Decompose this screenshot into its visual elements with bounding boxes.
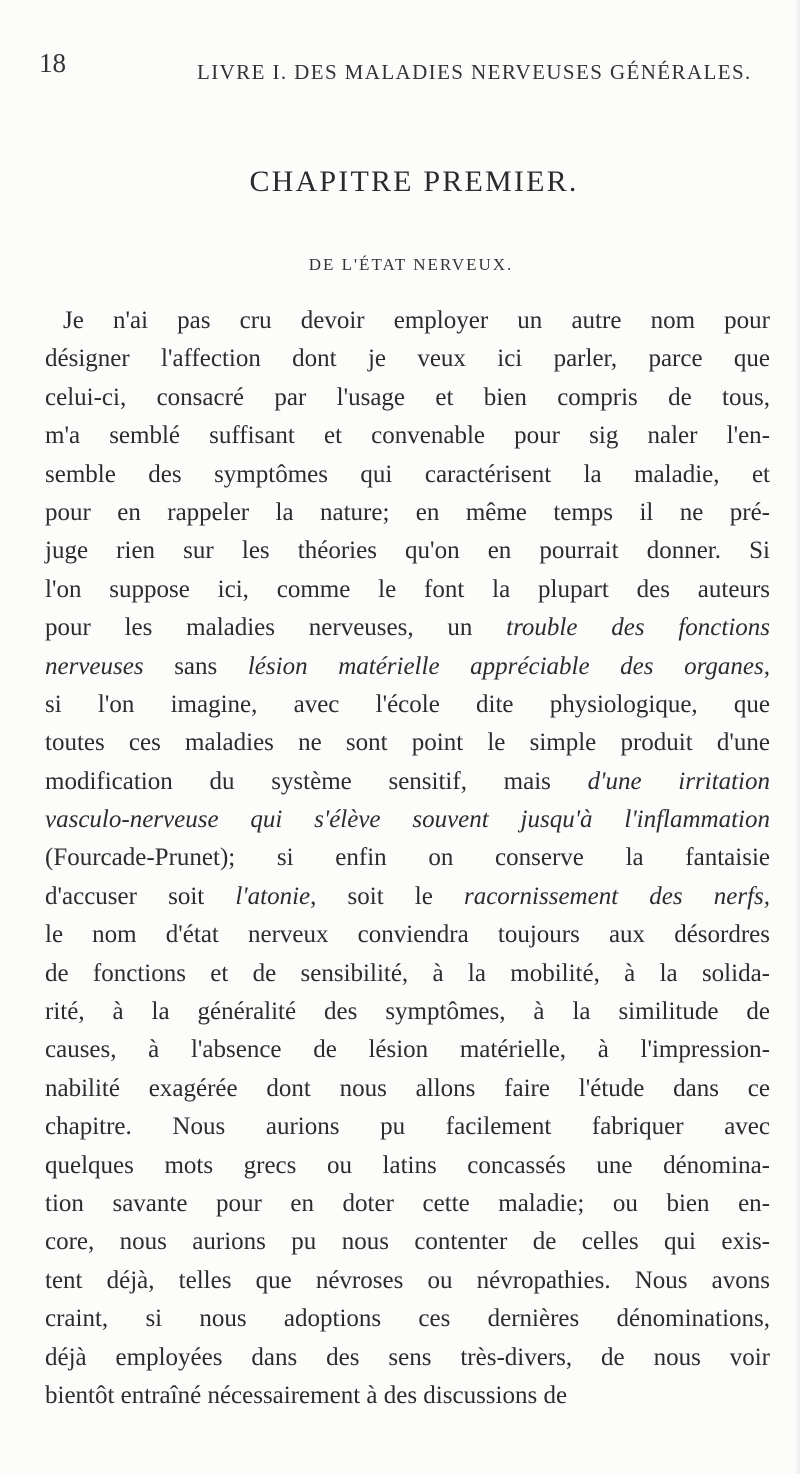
text-line (45, 878, 770, 916)
text-segment: d'accuser soit (45, 882, 236, 910)
text-segment: Je n'ai pas cru devoir employer un autre nom pour (63, 307, 770, 334)
text-segment: chapitre. Nous aurions pu facilement fabriquer avec (45, 1113, 770, 1141)
italic-text: d'une irritation (587, 767, 770, 795)
text-segment: rité, à la généralité des symptômes, à la similitude de (45, 998, 770, 1026)
page-number: 18 (39, 48, 66, 78)
text-segment: causes, à l'absence de lésion matérielle, à l'impression- (45, 1036, 770, 1064)
text-segment: désigner l'affection dont je veux ici parler, parce que (45, 345, 770, 373)
italic-text: vasculo-nerveuse qui s'élève souvent jusqu'à l'inflammation (45, 806, 770, 834)
text-segment: le nom d'état nerveux conviendra toujours aux désordres (45, 921, 770, 949)
page-edge-shadow (794, 0, 800, 1474)
text-line (45, 571, 770, 609)
text-segment: craint, si nous adoptions ces dernières dénominations, (45, 1305, 770, 1333)
text-segment: bientôt entraîné nécessairement à des discussions de (45, 1381, 568, 1409)
text-line (45, 1147, 770, 1185)
text-segment: pour en rappeler la nature; en même temps il ne pré- (45, 498, 770, 526)
text-line (45, 494, 770, 532)
text-line (45, 801, 770, 839)
text-line (45, 456, 770, 494)
text-line (45, 955, 770, 993)
text-segment: core, nous aurions pu nous contenter de celles qui exis- (45, 1228, 770, 1256)
text-line (45, 686, 770, 724)
chapter-subtitle: DE L'ÉTAT NERVEUX. (308, 255, 514, 274)
italic-text: nerveuses (45, 652, 144, 680)
text-line (45, 609, 770, 647)
text-line (45, 302, 770, 340)
text-segment: déjà employées dans des sens très-divers, de nous voir (45, 1343, 770, 1371)
text-segment: (Fourcade-Prunet); si enfin on conserve la fantaisie (45, 844, 770, 872)
text-line (45, 340, 770, 378)
text-line (45, 1223, 770, 1261)
text-segment: celui-ci, consacré par l'usage et bien compris de tous, (45, 383, 770, 411)
text-segment: m'a semblé suffisant et convenable pour sig naler l'en- (45, 422, 770, 450)
text-segment: , soit le (310, 882, 464, 910)
text-segment: nabilité exagérée dont nous allons faire l'étude dans ce (45, 1074, 770, 1102)
text-segment: pour les maladies nerveuses, un (45, 614, 507, 642)
text-line (45, 993, 770, 1031)
text-segment: modification du système sensitif, mais (45, 767, 588, 795)
text-line (45, 724, 770, 762)
text-segment: l'on suppose ici, comme le font la plupart des auteurs (45, 575, 770, 603)
chapter-title: CHAPITRE PREMIER. (249, 165, 579, 198)
text-line (45, 1108, 770, 1146)
text-line (45, 1031, 770, 1069)
text-line (45, 1070, 770, 1108)
text-line (45, 1339, 770, 1377)
text-segment: toutes ces maladies ne sont point le simple produit d'une (45, 729, 770, 757)
text-line (45, 648, 770, 686)
text-line (45, 1377, 770, 1415)
italic-text: racornissement des nerfs, (463, 882, 770, 910)
running-head: LIVRE I. DES MALADIES NERVEUSES GÉNÉRALES. (197, 60, 752, 84)
text-line (45, 532, 770, 570)
italic-text: lésion matérielle appréciable des organes, (247, 652, 770, 680)
text-line (45, 379, 770, 417)
text-line (45, 763, 770, 801)
text-line (45, 1300, 770, 1338)
text-line (45, 916, 770, 954)
text-segment: quelques mots grecs ou latins concassés une dénomina- (45, 1151, 770, 1179)
text-segment: tent déjà, telles que névroses ou névropathies. Nous avons (45, 1266, 770, 1294)
body-text (45, 302, 770, 1415)
text-line (45, 417, 770, 455)
italic-text: trouble des fonctions (506, 614, 771, 642)
text-segment: juge rien sur les théories qu'on en pourrait donner. Si (45, 537, 770, 565)
text-line (45, 1185, 770, 1223)
text-line (45, 1262, 770, 1300)
text-segment: tion savante pour en doter cette maladie; ou bien en- (45, 1189, 770, 1217)
italic-text: l'atonie (235, 882, 311, 910)
text-line (45, 839, 770, 877)
text-segment: de fonctions et de sensibilité, à la mobilité, à la solida- (45, 959, 770, 987)
text-segment: si l'on imagine, avec l'école dite physiologique, que (45, 690, 770, 718)
text-segment: sans (143, 652, 248, 680)
text-segment: semble des symptômes qui caractérisent la maladie, et (45, 460, 770, 488)
